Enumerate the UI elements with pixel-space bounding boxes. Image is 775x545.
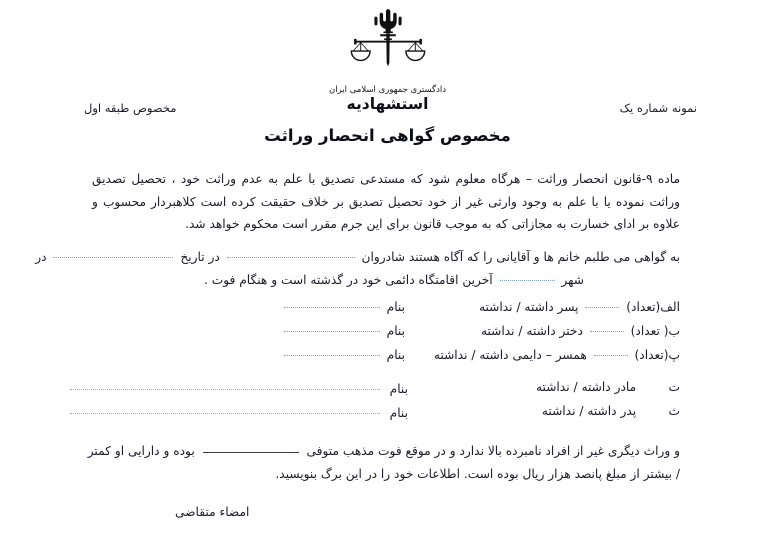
statement-line-1 <box>35 246 680 269</box>
row-count-blank[interactable] <box>594 346 628 356</box>
row-byname-group <box>281 346 405 362</box>
row-byname-label: بنام <box>386 324 405 338</box>
table-row <box>70 346 680 370</box>
row-count-blank[interactable] <box>585 298 619 308</box>
statement-line-2-text-a: شهر <box>561 273 584 287</box>
row-count-blank[interactable] <box>590 322 624 332</box>
row-byname-group <box>70 404 408 420</box>
statement-line-1-text-b: در تاریخ <box>180 250 220 264</box>
closing-paragraph <box>80 440 680 486</box>
statement-line-2-text-b: آخرین اقامتگاه دائمی خود در گذشته است و هنگام فوت . <box>204 273 493 287</box>
table-row <box>70 322 680 346</box>
closing-text-part-1: و وراث دیگری غیر از افراد نامبرده بالا ندارد و در موقع فوت مذهب متوفی <box>306 444 680 458</box>
row-count-label: (تعداد) <box>634 348 669 362</box>
row-count-label: (تعداد) <box>626 300 661 314</box>
statement-line-2 <box>80 269 680 292</box>
row-relation: مادر داشته / نداشته <box>536 380 637 394</box>
table-row <box>70 380 680 404</box>
row-relation: پسر داشته / نداشته <box>478 300 579 314</box>
closing-text-part-3: هزار ریال بوده است. اطلاعات خود را در این برگ بنویسید. <box>275 467 571 481</box>
emblem-caption: دادگستری جمهوری اسلامی ایران <box>328 85 447 95</box>
row-byname-group <box>281 322 405 338</box>
statement-line-1-text-c: در <box>35 250 47 264</box>
statement-line-1-text-a: به گواهی می طلبم خانم ها و آقایانی را که آگاه هستند شادروان <box>361 250 680 264</box>
row-byname-blank[interactable] <box>284 322 380 332</box>
row-relation: پدر داشته / نداشته <box>541 404 637 418</box>
page-title: استشهادیه <box>346 95 429 113</box>
row-byname-blank[interactable] <box>70 380 380 390</box>
row-letter: الف <box>660 300 680 314</box>
heirs-rows <box>70 298 680 428</box>
table-row <box>70 404 680 428</box>
row-byname-label: بنام <box>389 382 408 396</box>
witness-statement-block <box>35 246 680 292</box>
row-letter: ب <box>668 324 680 338</box>
row-byname-label: بنام <box>389 406 408 420</box>
row-byname-group <box>70 380 408 396</box>
row-relation: همسر – دایمی داشته / نداشته <box>433 348 587 362</box>
scales-of-justice-emblem-icon <box>340 6 436 84</box>
page-subtitle: مخصوص گواهی انحصار وراثت <box>264 126 511 145</box>
header-right-note: نمونه شماره یک <box>619 101 697 115</box>
row-byname-label: بنام <box>386 348 405 362</box>
row-relation: دختر داشته / نداشته <box>480 324 583 338</box>
row-letter: ث <box>668 404 680 418</box>
header-left-note: مخصوص طبقه اول <box>84 101 177 115</box>
row-byname-blank[interactable] <box>70 404 380 414</box>
row-byname-label: بنام <box>386 300 405 314</box>
row-letter: پ <box>668 348 680 362</box>
law-article-paragraph: ماده ۹-قانون انحصار وراثت – هرگاه معلوم شود که مستدعی تصدیق با علم به عدم وراثت خود ، تحصیل تصدیق وراثت نموده یا با علم به وجود وارثی غیر از خود تحصیل تصدیق بر خلاف حقیقت کرده است کلاهبردار محسوب و علاوه بر ادای خسارت به مجازاتی که به موجب قانون برای این جرم مقرر است محکوم خواهد شد. <box>92 172 680 231</box>
closing-text-part-2: بوده و دارایی او کمتر / بیشتر از مبلغ پانصد <box>87 444 680 481</box>
city-blank[interactable] <box>500 271 555 281</box>
row-byname-blank[interactable] <box>284 298 380 308</box>
row-byname-blank[interactable] <box>284 346 380 356</box>
applicant-signature-label: امضاء متقاضی <box>175 505 250 519</box>
religion-blank[interactable] <box>203 441 299 453</box>
row-count-label: ( تعداد) <box>630 324 669 338</box>
emblem-block <box>0 6 775 95</box>
table-row <box>70 298 680 322</box>
death-date-blank[interactable] <box>53 248 173 258</box>
row-letter: ت <box>668 380 680 394</box>
row-byname-group <box>281 298 405 314</box>
deceased-name-blank[interactable] <box>227 248 355 258</box>
